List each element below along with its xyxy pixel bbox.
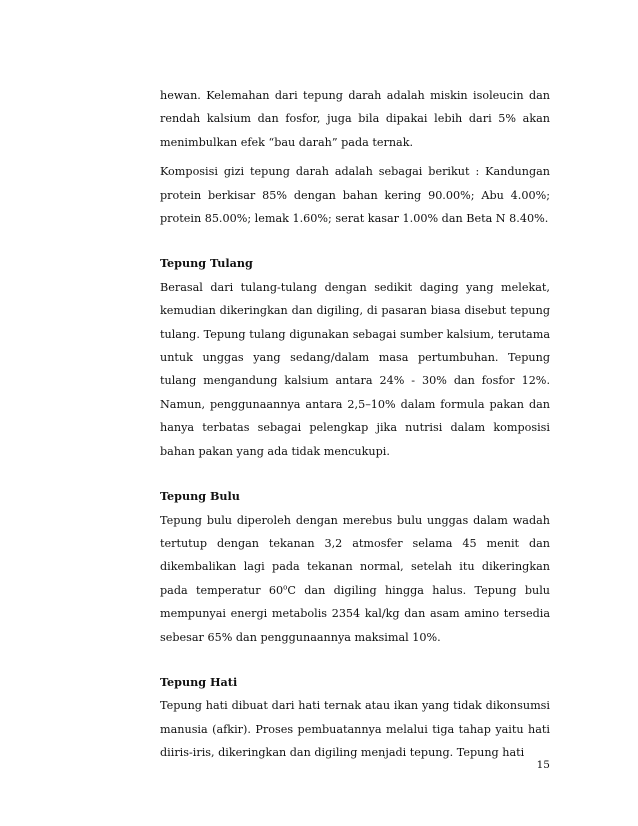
heading-tepung-bulu: Tepung Bulu xyxy=(160,489,240,504)
heading-tepung-hati: Tepung Hati xyxy=(160,674,238,689)
paragraph-tepung-tulang: Berasal dari tulang-tulang dengan sedikit daging yang melekat, kemudian dikeringkan dan digiling, di pasaran biasa disebut tepung tulang. Tepung tulang digunakan sebagai sumber kalsium, terutama untuk unggas yang sedang/dalam masa pertumbuhan. Tepung tulang mengandung kalsium antara 24% - 30% dan fosfor 12%. Namun, penggunaannya antara 2,5–10% dalam formula pakan dan hanya terbatas sebagai pelengkap jika nutrisi dalam komposisi bahan pakan yang ada tidak mencukupi. xyxy=(160,280,550,458)
page-number: 15 xyxy=(536,759,550,771)
paragraph-composition: Komposisi gizi tepung darah adalah sebagai berikut : Kandungan protein berkisar 85% dengan bahan kering 90.00%; Abu 4.00%; protein 85.00%; lemak 1.60%; serat kasar 1.00% dan Beta N 8.40%. xyxy=(160,165,550,226)
section-spacer xyxy=(160,230,550,252)
section-spacer xyxy=(160,649,550,671)
paragraph-tepung-hati: Tepung hati dibuat dari hati ternak atau ikan yang tidak dikonsumsi manusia (afkir). Proses pembuatannya melalui tiga tahap yaitu hati diiris-iris, dikeringkan dan digiling menjadi tepung. Tepung hati xyxy=(160,699,550,760)
degree-symbol: o xyxy=(283,582,288,591)
section-spacer xyxy=(160,463,550,485)
paragraph-tepung-bulu xyxy=(160,509,550,649)
paragraph-intro: hewan. Kelemahan dari tepung darah adalah miskin isoleucin dan rendah kalsium dan fosfor, juga bila dipakai lebih dari 5% akan menimbulkan efek “bau darah” pada ternak. xyxy=(160,89,550,149)
bulu-text-part-2: C dan digiling hingga halus. Tepung bulu mempunyai energi metabolis 2354 kal/kg dan asam amino tersedia sebesar 65% dan penggunaannya maksimal 10%. xyxy=(160,583,550,644)
heading-tepung-tulang: Tepung Tulang xyxy=(160,256,253,271)
bulu-text-part-1: Tepung bulu diperoleh dengan merebus bulu unggas dalam wadah tertutup dengan tekanan 3,2 atmosfer selama 45 menit dan dikembalikan lagi pada tekanan normal, setelah itu dikeringkan pada temperatur 60 xyxy=(160,513,550,597)
document-body xyxy=(160,84,550,765)
